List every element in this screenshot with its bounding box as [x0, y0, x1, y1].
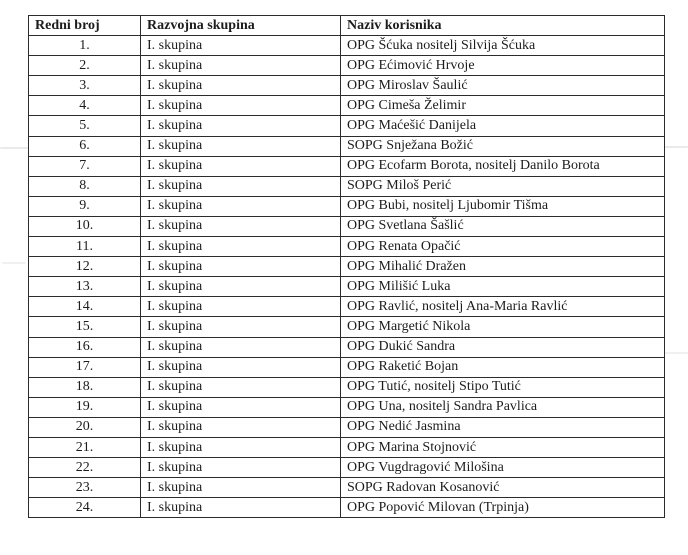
redni-broj-cell: 2.	[29, 56, 141, 76]
naziv-korisnika-cell: OPG Margetić Nikola	[341, 317, 665, 337]
naziv-korisnika-cell: OPG Dukić Sandra	[341, 337, 665, 357]
redni-broj-cell: 16.	[29, 337, 141, 357]
table-row	[29, 196, 665, 216]
naziv-korisnika-cell: OPG Popović Milovan (Trpinja)	[341, 498, 665, 518]
naziv-korisnika-cell: SOPG Radovan Kosanović	[341, 478, 665, 498]
table-row	[29, 397, 665, 417]
naziv-korisnika-cell: OPG Bubi, nositelj Ljubomir Tišma	[341, 196, 665, 216]
redni-broj-cell: 11.	[29, 237, 141, 257]
naziv-korisnika-cell: OPG Milišić Luka	[341, 277, 665, 297]
razvojna-skupina-cell: I. skupina	[141, 237, 341, 257]
razvojna-skupina-cell: I. skupina	[141, 417, 341, 437]
table-row	[29, 337, 665, 357]
table-row	[29, 216, 665, 236]
scan-artifact	[0, 147, 30, 149]
razvojna-skupina-cell: I. skupina	[141, 478, 341, 498]
naziv-korisnika-cell: OPG Nedić Jasmina	[341, 417, 665, 437]
naziv-korisnika-cell: OPG Maćešić Danijela	[341, 116, 665, 136]
razvojna-skupina-cell: I. skupina	[141, 136, 341, 156]
naziv-korisnika-cell: OPG Ećimović Hrvoje	[341, 56, 665, 76]
table-row	[29, 156, 665, 176]
redni-broj-cell: 21.	[29, 437, 141, 457]
naziv-korisnika-cell: OPG Renata Opačić	[341, 237, 665, 257]
header-razvojna-skupina: Razvojna skupina	[141, 16, 341, 36]
table-header	[29, 16, 665, 36]
redni-broj-cell: 8.	[29, 176, 141, 196]
razvojna-skupina-cell: I. skupina	[141, 357, 341, 377]
razvojna-skupina-cell: I. skupina	[141, 36, 341, 56]
table-row	[29, 96, 665, 116]
razvojna-skupina-cell: I. skupina	[141, 377, 341, 397]
razvojna-skupina-cell: I. skupina	[141, 437, 341, 457]
razvojna-skupina-cell: I. skupina	[141, 176, 341, 196]
beneficiaries-table	[28, 15, 665, 518]
scan-artifact	[2, 262, 26, 264]
table-row	[29, 136, 665, 156]
table-row	[29, 478, 665, 498]
table-row	[29, 36, 665, 56]
redni-broj-cell: 18.	[29, 377, 141, 397]
redni-broj-cell: 3.	[29, 76, 141, 96]
table-row	[29, 297, 665, 317]
razvojna-skupina-cell: I. skupina	[141, 458, 341, 478]
redni-broj-cell: 15.	[29, 317, 141, 337]
redni-broj-cell: 6.	[29, 136, 141, 156]
redni-broj-cell: 24.	[29, 498, 141, 518]
table-row	[29, 257, 665, 277]
redni-broj-cell: 20.	[29, 417, 141, 437]
table-row	[29, 237, 665, 257]
redni-broj-cell: 7.	[29, 156, 141, 176]
redni-broj-cell: 5.	[29, 116, 141, 136]
razvojna-skupina-cell: I. skupina	[141, 317, 341, 337]
naziv-korisnika-cell: OPG Una, nositelj Sandra Pavlica	[341, 397, 665, 417]
naziv-korisnika-cell: OPG Svetlana Šašlić	[341, 216, 665, 236]
naziv-korisnika-cell: OPG Ecofarm Borota, nositelj Danilo Borota	[341, 156, 665, 176]
table-row	[29, 437, 665, 457]
redni-broj-cell: 17.	[29, 357, 141, 377]
redni-broj-cell: 4.	[29, 96, 141, 116]
razvojna-skupina-cell: I. skupina	[141, 397, 341, 417]
table-body	[29, 36, 665, 518]
naziv-korisnika-cell: OPG Ravlić, nositelj Ana-Maria Ravlić	[341, 297, 665, 317]
table-row	[29, 458, 665, 478]
table-row	[29, 116, 665, 136]
redni-broj-cell: 22.	[29, 458, 141, 478]
table-row	[29, 417, 665, 437]
table-row	[29, 277, 665, 297]
table-row	[29, 357, 665, 377]
naziv-korisnika-cell: SOPG Miloš Perić	[341, 176, 665, 196]
redni-broj-cell: 19.	[29, 397, 141, 417]
naziv-korisnika-cell: OPG Miroslav Šaulić	[341, 76, 665, 96]
naziv-korisnika-cell: OPG Raketić Bojan	[341, 357, 665, 377]
scan-artifact	[664, 352, 688, 354]
header-row	[29, 16, 665, 36]
naziv-korisnika-cell: OPG Vugdragović Milošina	[341, 458, 665, 478]
table-row	[29, 498, 665, 518]
naziv-korisnika-cell: OPG Šćuka nositelj Silvija Šćuka	[341, 36, 665, 56]
razvojna-skupina-cell: I. skupina	[141, 216, 341, 236]
razvojna-skupina-cell: I. skupina	[141, 196, 341, 216]
razvojna-skupina-cell: I. skupina	[141, 116, 341, 136]
redni-broj-cell: 13.	[29, 277, 141, 297]
naziv-korisnika-cell: OPG Tutić, nositelj Stipo Tutić	[341, 377, 665, 397]
razvojna-skupina-cell: I. skupina	[141, 277, 341, 297]
razvojna-skupina-cell: I. skupina	[141, 56, 341, 76]
naziv-korisnika-cell: OPG Cimeša Želimir	[341, 96, 665, 116]
redni-broj-cell: 10.	[29, 216, 141, 236]
razvojna-skupina-cell: I. skupina	[141, 257, 341, 277]
razvojna-skupina-cell: I. skupina	[141, 156, 341, 176]
razvojna-skupina-cell: I. skupina	[141, 337, 341, 357]
razvojna-skupina-cell: I. skupina	[141, 76, 341, 96]
redni-broj-cell: 12.	[29, 257, 141, 277]
table-row	[29, 176, 665, 196]
header-naziv-korisnika: Naziv korisnika	[341, 16, 665, 36]
razvojna-skupina-cell: I. skupina	[141, 96, 341, 116]
naziv-korisnika-cell: OPG Marina Stojnović	[341, 437, 665, 457]
table-row	[29, 56, 665, 76]
table-row	[29, 317, 665, 337]
header-redni-broj: Redni broj	[29, 16, 141, 36]
razvojna-skupina-cell: I. skupina	[141, 297, 341, 317]
table-row	[29, 76, 665, 96]
naziv-korisnika-cell: OPG Mihalić Dražen	[341, 257, 665, 277]
redni-broj-cell: 9.	[29, 196, 141, 216]
redni-broj-cell: 23.	[29, 478, 141, 498]
naziv-korisnika-cell: SOPG Snježana Božić	[341, 136, 665, 156]
razvojna-skupina-cell: I. skupina	[141, 498, 341, 518]
redni-broj-cell: 1.	[29, 36, 141, 56]
table-row	[29, 377, 665, 397]
redni-broj-cell: 14.	[29, 297, 141, 317]
